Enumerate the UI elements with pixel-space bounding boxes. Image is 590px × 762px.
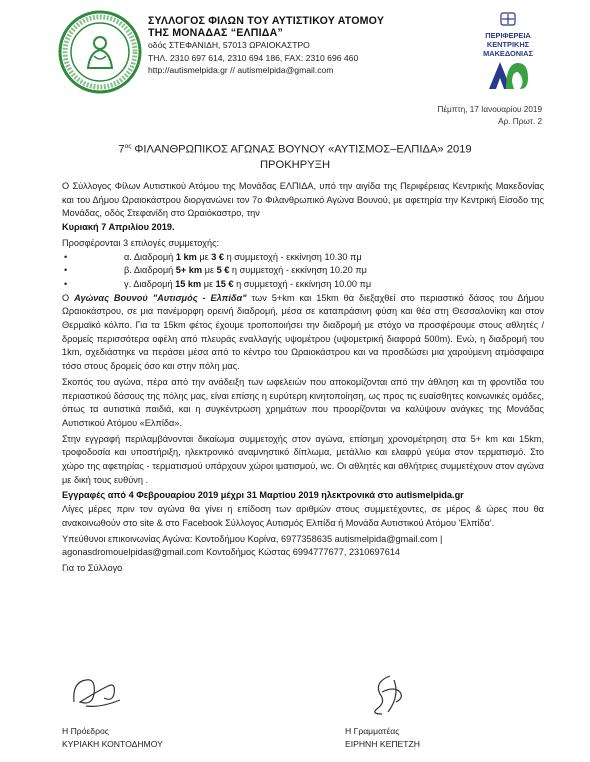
option-text bbox=[124, 278, 371, 292]
option-distance: 15 km bbox=[175, 278, 202, 289]
bullet-icon: • bbox=[64, 265, 68, 276]
option-prefix: β. Διαδρομή bbox=[124, 265, 176, 276]
document-date: Πέμπτη, 17 Ιανουαρίου 2019 bbox=[437, 105, 542, 114]
president-signature-block bbox=[62, 725, 163, 751]
secretary-signature-block bbox=[345, 725, 420, 751]
option-prefix: γ. Διαδρομή bbox=[124, 278, 176, 289]
option-price: 5 € bbox=[216, 265, 230, 276]
option-connector: με bbox=[201, 278, 216, 289]
intro-text: Ο Σύλλογος Φίλων Αυτιστικού Ατόμου της Μονάδας ΕΛΠΙΔΑ, υπό την αιγίδα της Περιφέρειας Κεντρικής Μακεδονίας και του Δήμου Ωραιοκάστρου διοργανώνει τον 7ο Φιλανθρωπικό Αγώνα Βουνού, με αφετηρία την Κεντρική Είσοδο της Μονάδας, οδός Στεφανίδη στο Ωραιόκαστρο, την bbox=[62, 181, 544, 219]
bullet-icon: • bbox=[64, 278, 68, 289]
option-connector: με bbox=[202, 265, 217, 276]
option-text bbox=[124, 251, 362, 265]
org-web: http://autismelpida.gr // autismelpida@gmail.com bbox=[148, 65, 334, 76]
option-price: 15 € bbox=[215, 278, 234, 289]
secretary-name: ΕΙΡΗΝΗ ΚΕΠΕΤΖΗ bbox=[345, 739, 420, 749]
president-name: ΚΥΡΙΑΚΗ ΚΟΝΤΟΔΗΜΟΥ bbox=[62, 739, 163, 749]
secretary-title: Η Γραμματέας bbox=[345, 726, 400, 736]
document-meta bbox=[437, 104, 542, 128]
title-ordinal-suffix: ος bbox=[124, 143, 132, 150]
option-distance: 5+ km bbox=[175, 265, 203, 276]
secretary-signature-icon bbox=[360, 672, 410, 718]
contacts-line2: agonasdromouelpidas@gmail.com Κοντοδήμος Κώστας 6994777677, 2310697614 bbox=[62, 547, 401, 558]
region-mark-icon bbox=[486, 58, 530, 92]
president-title: Η Πρόεδρος bbox=[62, 726, 109, 736]
contacts-line1: Υπεύθυνοι επικοινωνίας Αγώνα: Κοντοδήμου Κορίνα, 6977358635 autismelpida@gmail.com | bbox=[62, 533, 443, 544]
race-lead: Ο bbox=[62, 292, 75, 303]
document-title bbox=[0, 139, 590, 173]
region-line1: ΠΕΡΙΦΕΡΕΙΑ bbox=[485, 31, 531, 40]
list-item bbox=[62, 264, 544, 278]
closing-text: Για το Σύλλογο bbox=[62, 562, 123, 573]
list-item bbox=[62, 251, 544, 265]
org-phones: ΤΗΛ. 2310 697 614, 2310 694 186, FAX: 2310 696 460 bbox=[148, 52, 359, 63]
options-intro: Προσφέρονται 3 επιλογές συμμετοχής: bbox=[62, 237, 220, 248]
option-prefix: α. Διαδρομή bbox=[124, 251, 176, 262]
president-signature-icon bbox=[66, 672, 126, 712]
race-text: των 5+km και 15km θα διεξαχθεί στο περιαστικό δάσος του Δήμου Ωραιοκάστρου, σε μια πανέμορφη ορεινή διαδρομή, μέσα σε καταπράσινη φύση και θέα στη Θεσσαλονίκη και στον Θερμαϊκό κόλπο. Για τα 15km φέτος έχουμε τροποποιήσει την διαδρομή με στόχο να προσφέρουμε στους αθλητές / δρομείς περισσότερα οφέλη από πλευράς εναλλαγής υψομέτρου (υψομετρική διαφορά 500m). Ενώ, η διαδρομή του 1km, σχεδιάστηκε να περάσει μέσα από το κέντρο του Ωραιοκάστρου και να προσδώσει μια χαρούμενη ατμόσφαιρα τόσο στους δρομείς όσο και στην πόλη μας. bbox=[62, 292, 544, 372]
letterhead bbox=[148, 15, 384, 77]
org-name-line2: ΤΗΣ ΜΟΝΑΔΑΣ “ΕΛΠΙΔΑ” bbox=[148, 27, 283, 39]
options-list bbox=[62, 251, 544, 292]
race-paragraph bbox=[62, 292, 544, 374]
protocol-number: Αρ. Πρωτ. 2 bbox=[498, 117, 542, 126]
bullet-icon: • bbox=[64, 251, 68, 262]
registration-dates-text: Εγγραφές από 4 Φεβρουαρίου 2019 μέχρι 31 Μαρτίου 2019 ηλεκτρονικά στο autismelpida.gr bbox=[62, 490, 464, 501]
title-subtitle: ΠΡΟΚΗΡΥΞΗ bbox=[259, 158, 331, 171]
registration-dates bbox=[62, 489, 544, 503]
title-main bbox=[0, 139, 590, 158]
greek-emblem-icon bbox=[500, 12, 516, 26]
intro-paragraph bbox=[62, 180, 544, 235]
option-details: η συμμετοχή - εκκίνηση 10.20 πμ bbox=[229, 265, 367, 276]
option-details: η συμμετοχή - εκκίνηση 10.30 πμ bbox=[224, 251, 362, 262]
race-name: Αγώνας Βουνού "Αυτισμός - Ελπίδα" bbox=[74, 292, 247, 303]
list-item bbox=[62, 278, 544, 292]
option-connector: με bbox=[196, 251, 212, 262]
option-distance: 1 km bbox=[175, 251, 197, 262]
org-address: οδός ΣΤΕΦΑΝΙΔΗ, 57013 ΩΡΑΙΟΚΑΣΤΡΟ bbox=[148, 40, 310, 50]
region-line2: ΚΕΝΤΡΙΚΗΣ bbox=[486, 40, 530, 49]
option-details: η συμμετοχή - εκκίνηση 10.00 πμ bbox=[233, 278, 372, 289]
region-logo bbox=[468, 12, 548, 97]
option-text bbox=[124, 264, 367, 278]
region-line3: ΜΑΚΕΔΟΝΙΑΣ bbox=[483, 49, 533, 58]
document-body bbox=[62, 180, 544, 576]
race-date: Κυριακή 7 Απριλίου 2019. bbox=[62, 222, 175, 233]
title-text: ΦΙΛΑΝΘΡΩΠΙΚΟΣ ΑΓΩΝΑΣ ΒΟΥΝΟΥ «ΑΥΤΙΣΜΟΣ–ΕΛΠΙΔΑ» 2019 bbox=[131, 143, 472, 156]
title-number: 7 bbox=[118, 143, 125, 156]
announcement-paragraph: Λίγες μέρες πριν τον αγώνα θα γίνει η επίδοση των αριθμών στους συμμετέχοντες, σε μέρος & ώρες που θα ανακοινωθούν στο site & στο Facebook Σύλλογος Αυτισμός Ελπίδα ή Μονάδα Αυτιστικού Ατόμου 'Ελπίδα'. bbox=[62, 504, 544, 528]
option-price: 3 € bbox=[211, 251, 225, 262]
association-logo bbox=[58, 10, 142, 94]
org-name-line1: ΣΥΛΛΟΓΟΣ ΦΙΛΩΝ ΤΟΥ ΑΥΤΙΣΤΙΚΟΥ ΑΤΟΜΟΥ bbox=[148, 15, 385, 27]
registration-paragraph: Στην εγγραφή περιλαμβάνονται δικαίωμα συμμετοχής στον αγώνα, επίσημη χρονομέτρηση στα 5+ km και 15km, τροφοδοσία και υποστήριξη, ηλεκτρονικό αναμνηστικό δίπλωμα, μετάλλιο και ελαφρύ γεύμα στον τερματισμό. Στο χώρο της αφετηρίας - τερματισμού υπάρχουν χώροι ιματισμού, wc. Οι αθλητές και αθλήτριες συμμετέχουν στον αγώνα με δική τους ευθύνη . bbox=[62, 433, 544, 485]
purpose-paragraph: Σκοπός του αγώνα, πέρα από την ανάδειξη των ωφελειών που αποκομίζονται από την άθληση και τη φροντίδα του περιαστικού δάσους της πόλης μας, είναι επίσης η ευρύτερη κινητοποίηση, ως προς τις ευαίσθητες κοινωνικές ομάδες, όπως τα αυτιστικά παιδιά, και η συγκέντρωση χρημάτων που προορίζονται να καλύψουν ανάγκες της Μονάδας Αυτιστικού Ατόμου «Ελπίδα». bbox=[62, 376, 544, 428]
